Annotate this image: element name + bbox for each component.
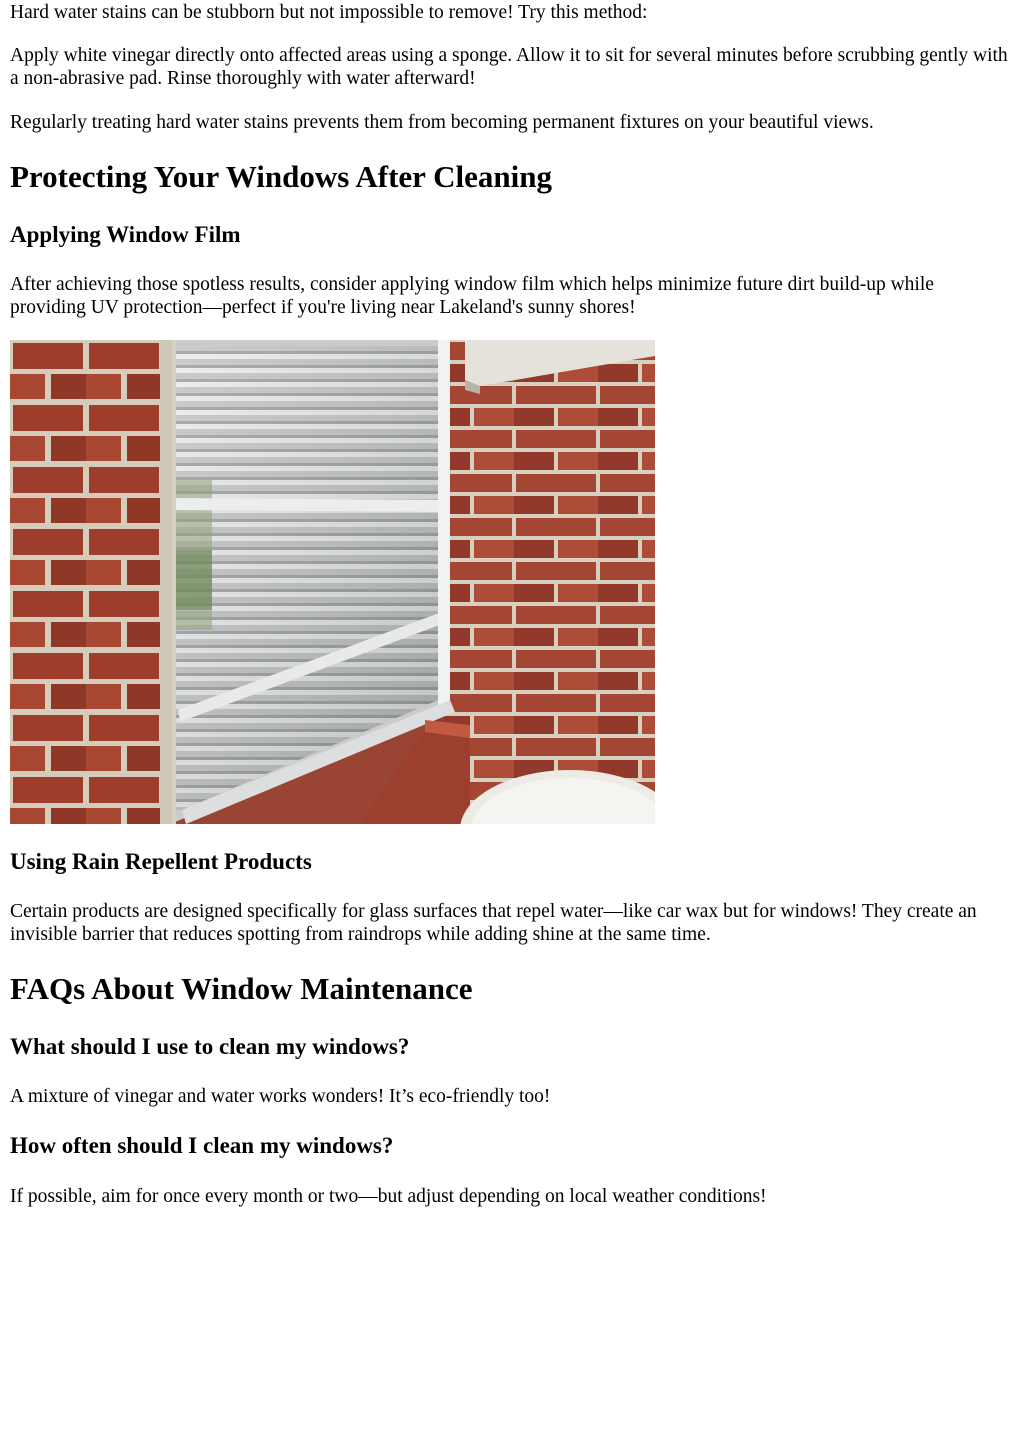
faq-question-2: How often should I clean my windows?: [10, 1133, 394, 1158]
window-brick-photo: [10, 340, 655, 824]
intro-paragraph-3: Regularly treating hard water stains prevents them from becoming permanent fixtures on your beautiful views.: [10, 112, 874, 133]
faq-answer-2: If possible, aim for once every month or two—but adjust depending on local weather conditions!: [10, 1186, 767, 1207]
faq-question-1: What should I use to clean my windows?: [10, 1034, 410, 1059]
window-film-paragraph: After achieving those spotless results, consider applying window film which helps minimize future dirt build-up while providing UV protection—perfect if you're living near Lakeland's sunny shores!: [10, 274, 934, 318]
faq-answer-1: A mixture of vinegar and water works wonders! It’s eco-friendly too!: [10, 1086, 551, 1107]
rain-repellent-paragraph: Certain products are designed specifically for glass surfaces that repel water—like car wax but for windows! They create an invisible barrier that reduces spotting from raindrops while adding shine at the same time.: [10, 901, 977, 945]
faqs-heading: FAQs About Window Maintenance: [10, 971, 473, 1006]
rain-repellent-heading: Using Rain Repellent Products: [10, 849, 312, 874]
intro-paragraph-1: Hard water stains can be stubborn but not impossible to remove! Try this method:: [10, 2, 648, 23]
window-film-heading: Applying Window Film: [10, 222, 241, 247]
intro-paragraph-2: Apply white vinegar directly onto affected areas using a sponge. Allow it to sit for several minutes before scrubbing gently with a non-abrasive pad. Rinse thoroughly with water afterward!: [10, 45, 1008, 89]
protecting-heading: Protecting Your Windows After Cleaning: [10, 159, 552, 194]
